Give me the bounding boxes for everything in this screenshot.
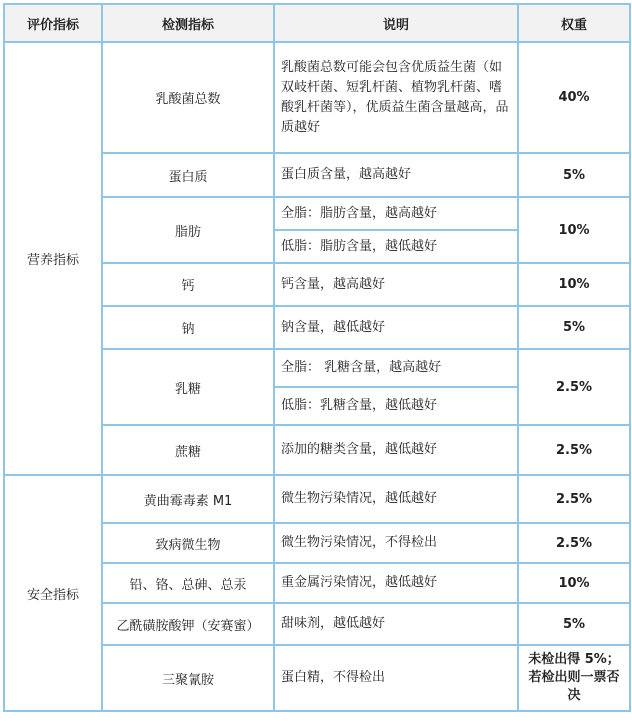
category-safety: 安全指标 [4, 475, 102, 711]
weight-heavy-metals: 10% [518, 563, 630, 603]
weight-protein: 5% [518, 153, 630, 197]
indicator-melamine: 三聚氰胺 [102, 645, 274, 711]
weight-calcium: 10% [518, 263, 630, 306]
indicator-protein: 蛋白质 [102, 153, 274, 197]
description-protein: 蛋白质含量，越高越好 [274, 153, 518, 197]
header-category: 评价指标 [4, 4, 102, 42]
indicator-heavy-metals: 铅、铬、总砷、总汞 [102, 563, 274, 603]
weight-aflatoxin: 2.5% [518, 475, 630, 523]
weight-fat: 10% [518, 197, 630, 263]
weight-melamine: 未检出得 5%；若检出则一票否决 [518, 645, 630, 711]
weight-lactobacillus: 40% [518, 42, 630, 153]
weight-acesulfame: 5% [518, 603, 630, 645]
header-row [4, 4, 630, 42]
evaluation-table [3, 3, 631, 712]
header-description: 说明 [274, 4, 518, 42]
description-melamine: 蛋白精，不得检出 [274, 645, 518, 711]
description-lactose-low: 低脂：乳糖含量，越低越好 [274, 387, 518, 425]
indicator-aflatoxin: 黄曲霉毒素 M1 [102, 475, 274, 523]
indicator-sodium: 钠 [102, 306, 274, 349]
table-row [4, 42, 630, 153]
indicator-sucrose: 蔗糖 [102, 425, 274, 475]
table-row [4, 475, 630, 523]
description-acesulfame: 甜味剂，越低越好 [274, 603, 518, 645]
description-pathogens: 微生物污染情况，不得检出 [274, 523, 518, 563]
weight-lactose: 2.5% [518, 349, 630, 425]
description-fat-low: 低脂：脂肪含量，越低越好 [274, 230, 518, 263]
description-sodium: 钠含量，越低越好 [274, 306, 518, 349]
description-fat-full: 全脂：脂肪含量，越高越好 [274, 197, 518, 230]
header-weight: 权重 [518, 4, 630, 42]
indicator-pathogens: 致病微生物 [102, 523, 274, 563]
indicator-fat: 脂肪 [102, 197, 274, 263]
weight-sodium: 5% [518, 306, 630, 349]
description-heavy-metals: 重金属污染情况，越低越好 [274, 563, 518, 603]
indicator-calcium: 钙 [102, 263, 274, 306]
indicator-lactose: 乳糖 [102, 349, 274, 425]
description-calcium: 钙含量，越高越好 [274, 263, 518, 306]
description-lactobacillus: 乳酸菌总数可能会包含优质益生菌（如双岐杆菌、短乳杆菌、植物乳杆菌、嗜酸乳杆菌等），优质益生菌含量越高，品质越好 [274, 42, 518, 153]
indicator-acesulfame: 乙酰磺胺酸钾（安赛蜜） [102, 603, 274, 645]
weight-pathogens: 2.5% [518, 523, 630, 563]
category-nutrition: 营养指标 [4, 42, 102, 475]
indicator-lactobacillus: 乳酸菌总数 [102, 42, 274, 153]
description-lactose-full: 全脂： 乳糖含量，越高越好 [274, 349, 518, 387]
weight-sucrose: 2.5% [518, 425, 630, 475]
description-aflatoxin: 微生物污染情况，越低越好 [274, 475, 518, 523]
header-indicator: 检测指标 [102, 4, 274, 42]
description-sucrose: 添加的糖类含量，越低越好 [274, 425, 518, 475]
